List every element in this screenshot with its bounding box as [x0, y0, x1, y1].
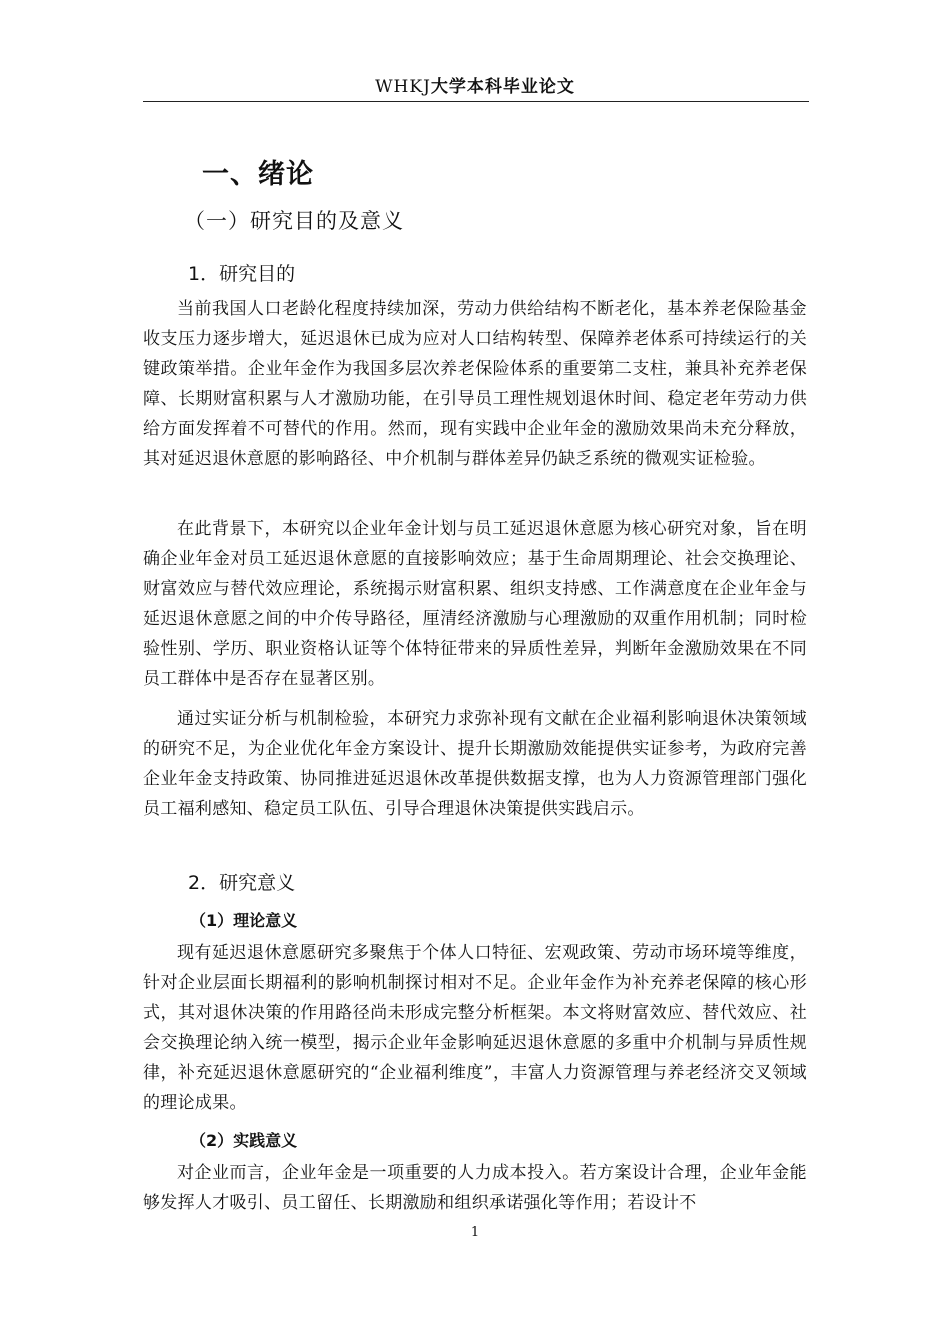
paragraph: 在此背景下，本研究以企业年金计划与员工延迟退休意愿为核心研究对象，旨在明确企业年金对员工延迟退休意愿的直接影响效应；基于生命周期理论、社会交换理论、财富效应与替代效应理论，系统揭示财富积累、组织支持感、工作满意度在企业年金与延迟退休意愿之间的中介传导路径，厘清经济激励与心理激励的双重作用机制；同时检验性别、学历、职业资格认证等个体特征带来的异质性差异，判断年金激励效果在不同员工群体中是否存在显著区别。: [143, 519, 807, 689]
subsection-title-purpose: 1．研究目的: [188, 263, 296, 285]
header-prefix: WHKJ: [375, 77, 431, 97]
chapter-title: 一、绪论: [202, 159, 314, 190]
paragraph: 当前我国人口老龄化程度持续加深，劳动力供给结构不断老化，基本养老保险基金收支压力逐步增大，延迟退休已成为应对人口结构转型、保障养老体系可持续运行的关键政策举措。企业年金作为我国多层次养老保险体系的重要第二支柱，兼具补充养老保障、长期财富积累与人才激励功能，在引导员工理性规划退休时间、稳定老年劳动力供给方面发挥着不可替代的作用。然而，现有实践中企业年金的激励效果尚未充分释放，其对延迟退休意愿的影响路径、中介机制与群体差异仍缺乏系统的微观实证检验。: [143, 299, 807, 469]
theory-heading: （1）理论意义: [190, 911, 298, 930]
practice-heading: （2）实践意义: [190, 1131, 298, 1150]
page-number: 1: [470, 1225, 480, 1240]
header-university: 大学本科毕业论文: [430, 77, 575, 97]
header-divider: [143, 101, 809, 102]
paragraph: 通过实证分析与机制检验，本研究力求弥补现有文献在企业福利影响退休决策领域的研究不足，为企业优化年金方案设计、提升长期激励效能提供实证参考，为政府完善企业年金支持政策、协同推进延迟退休改革提供数据支撑，也为人力资源管理部门强化员工福利感知、稳定员工队伍、引导合理退休决策提供实践启示。: [143, 709, 807, 819]
paragraph: 现有延迟退休意愿研究多聚焦于个体人口特征、宏观政策、劳动市场环境等维度，针对企业层面长期福利的影响机制探讨相对不足。企业年金作为补充养老保障的核心形式，其对退休决策的作用路径尚未形成完整分析框架。本文将财富效应、替代效应、社会交换理论纳入统一模型，揭示企业年金影响延迟退休意愿的多重中介机制与异质性规律，补充延迟退休意愿研究的“企业福利维度”，丰富人力资源管理与养老经济交叉领域的理论成果。: [143, 943, 807, 1113]
page-header: [0, 72, 950, 97]
subsection-title-significance: 2．研究意义: [188, 872, 296, 894]
paragraph: 对企业而言，企业年金是一项重要的人力成本投入。若方案设计合理，企业年金能够发挥人才吸引、员工留任、长期激励和组织承诺强化等作用；若设计不: [143, 1163, 807, 1213]
section-title: （一）研究目的及意义: [184, 209, 404, 233]
